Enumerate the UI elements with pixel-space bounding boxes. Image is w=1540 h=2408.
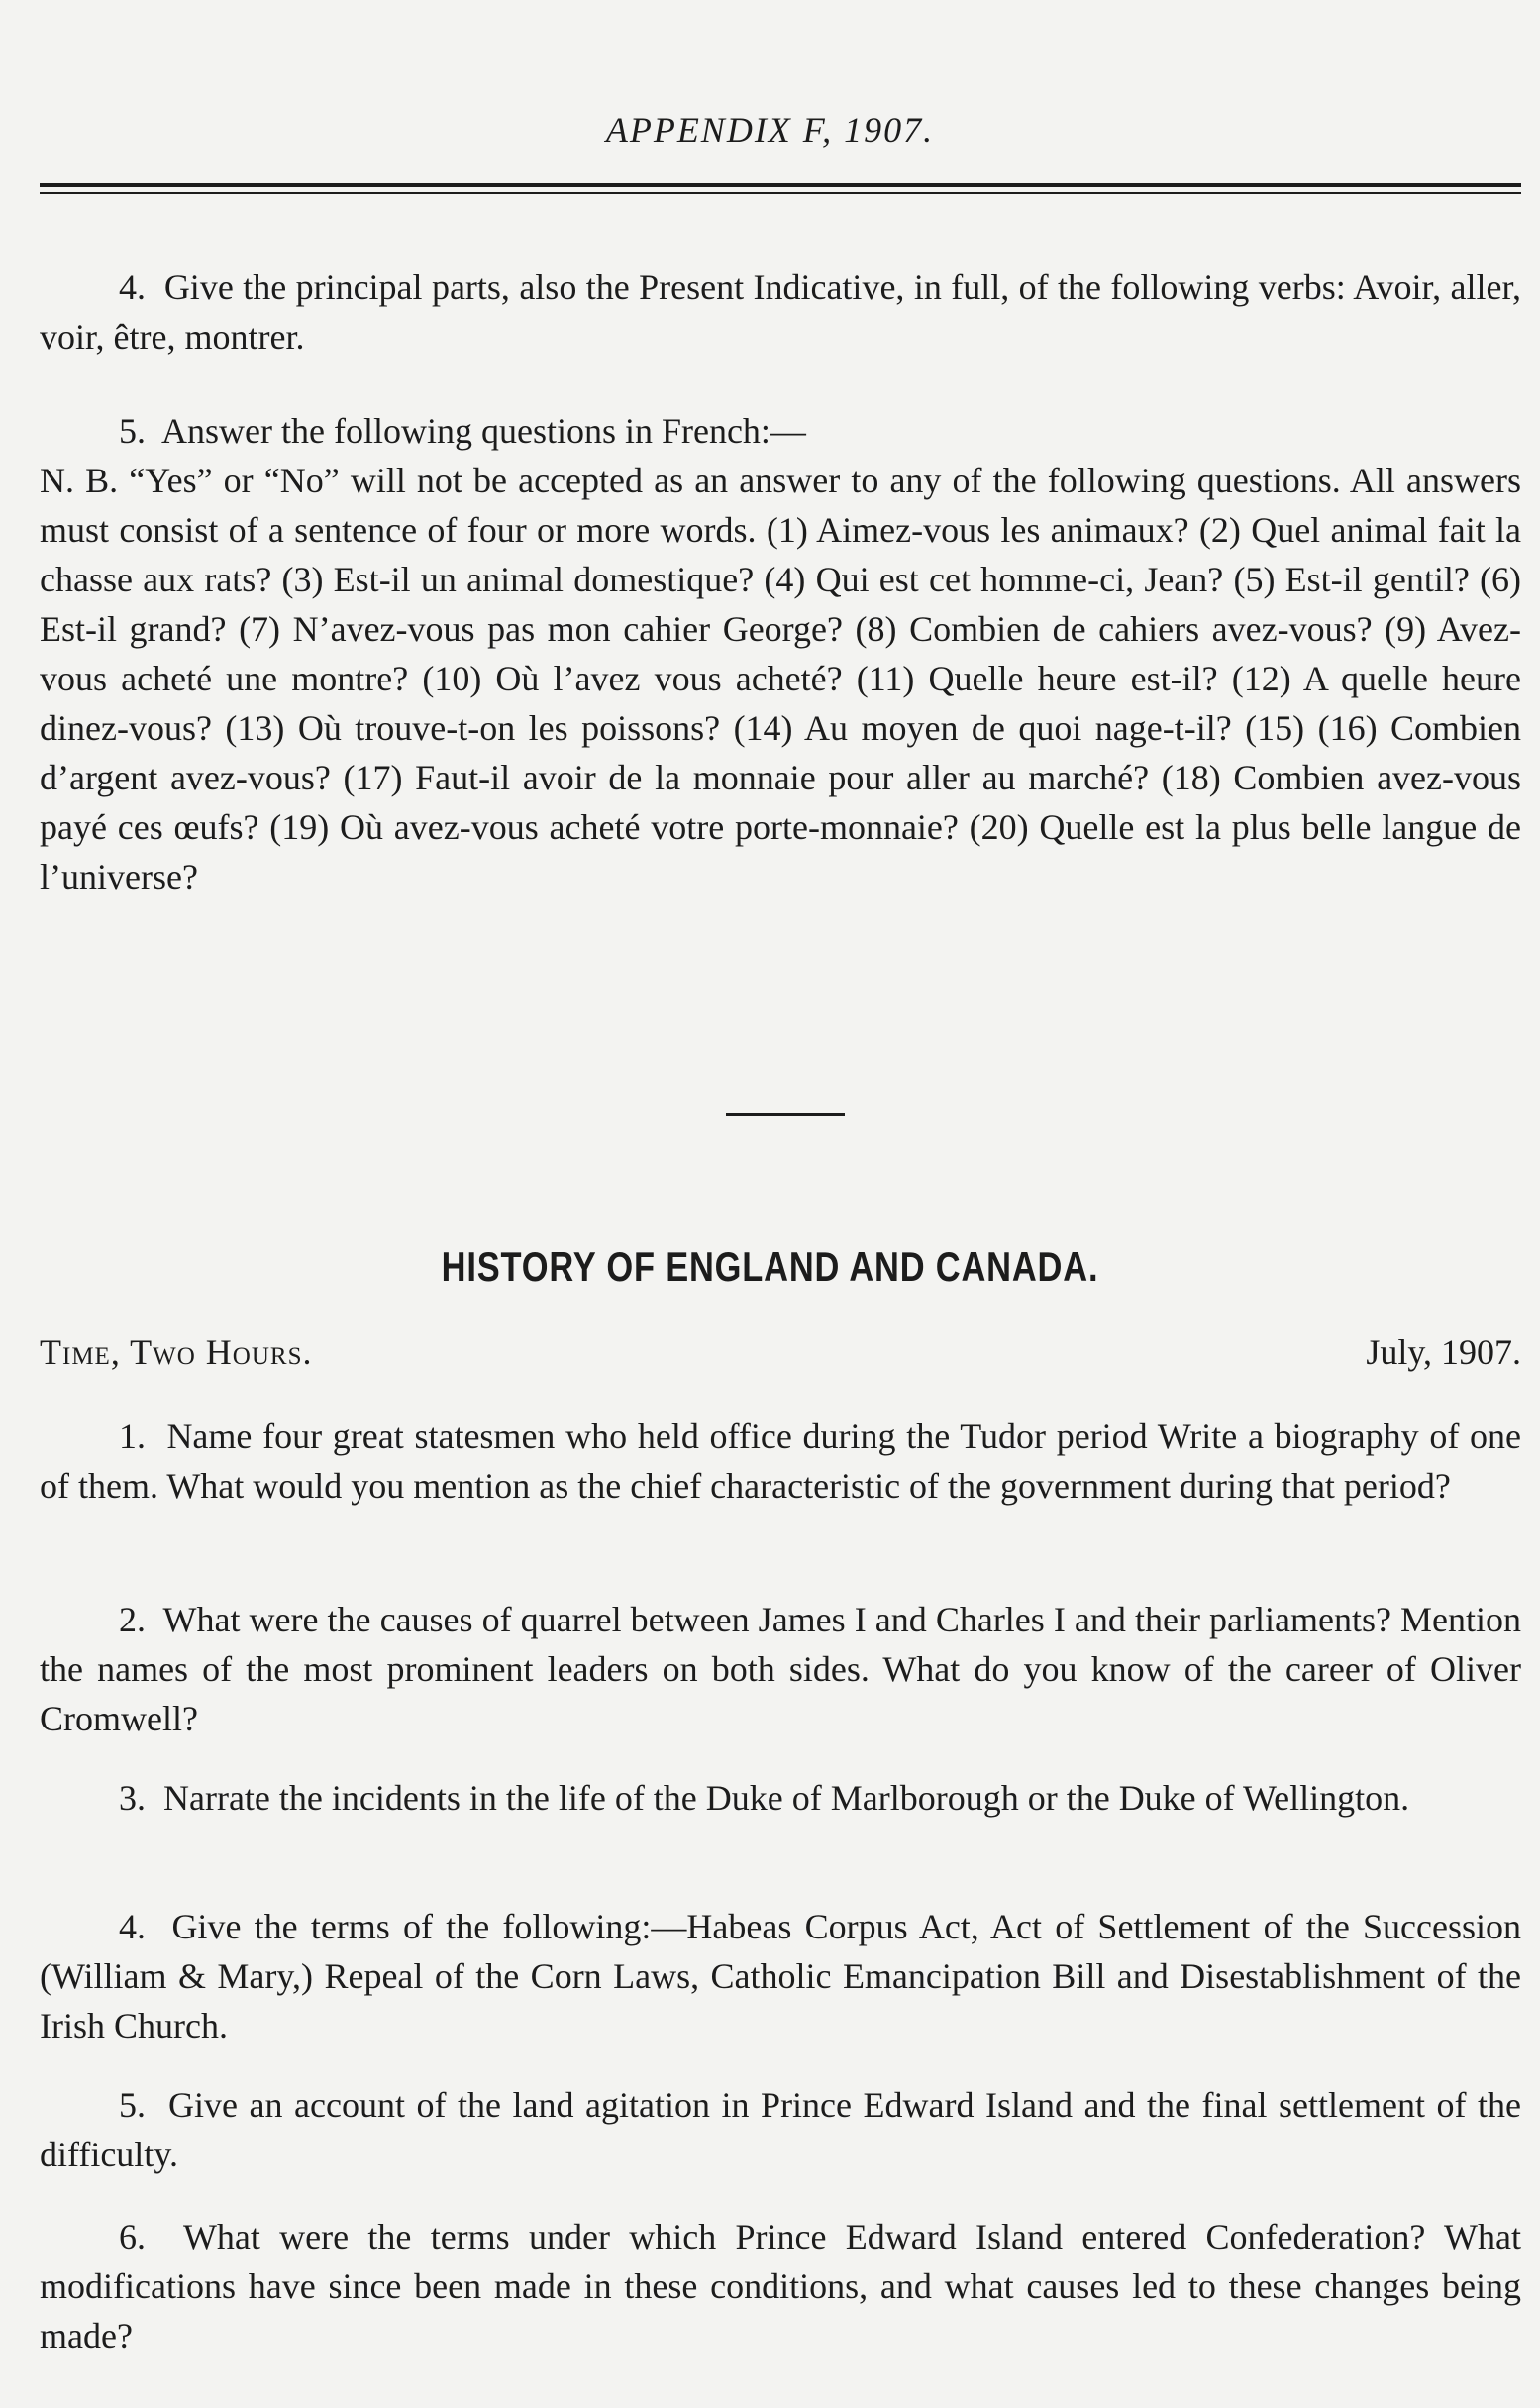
running-head: APPENDIX F, 1907. bbox=[605, 110, 935, 150]
question-text: Name four great statesmen who held office during the Tudor period Write a biography of one of them. What would you mention as the chief characteristic of the government during that period? bbox=[40, 1416, 1522, 1506]
history-question-6 bbox=[40, 2212, 1521, 2360]
question-number: 1. bbox=[119, 1416, 146, 1456]
question-text: What were the terms under which Prince Edward Island entered Confederation? What modifications have since been made in these conditions, and what causes led to these changes being made? bbox=[40, 2217, 1521, 2356]
question-text: Answer the following questions in French:— bbox=[161, 411, 806, 451]
question-number: 4. bbox=[119, 267, 146, 307]
french-question-5-note: N. B. “Yes” or “No” will not be accepted as an answer to any of the following questions. All answers must consist of a sentence of four or more words. (1) Aimez-vous les animaux? (2) Quel animal fait la chasse aux rats? (3) Est-il un animal domestique? (4) Qui est cet homme-ci, Jean? (5) Est-il gentil? (6) Est-il grand? (7) N’avez-vous pas mon cahier George? (8) Combien de cahiers avez-vous? (9) Avez-vous acheté une montre? (10) Où l’avez vous acheté? (11) Quelle heure est-il? (12) A quelle heure dinez-vous? (13) Où trouve-t-on les poissons? (14) Au moyen de quoi nage-t-il? (15) (16) Combien d’argent avez-vous? (17) Faut-il avoir de la monnaie pour aller au marché? (18) Combien avez-vous payé ces œufs? (19) Où avez-vous acheté votre porte-monnaie? (20) Quelle est la plus belle langue de l’universe? bbox=[40, 461, 1521, 896]
question-number: 2. bbox=[119, 1600, 146, 1639]
question-number: 4. bbox=[119, 1907, 146, 1946]
history-question-5 bbox=[40, 2080, 1521, 2179]
question-text: Give the terms of the following:—Habeas Corpus Act, Act of Settlement of the Succession (William & Mary,) Repeal of the Corn Laws, Catholic Emancipation Bill and Disestablishment of the Irish Church. bbox=[40, 1907, 1521, 2045]
section-separator bbox=[726, 1113, 845, 1116]
question-text: What were the causes of quarrel between James I and Charles I and their parliaments? Mention the names of the most prominent leaders on both sides. What do you know of the career of Oliver Cromwell? bbox=[40, 1600, 1521, 1738]
question-number: 5. bbox=[119, 411, 146, 451]
french-question-4 bbox=[40, 262, 1521, 362]
question-number: 5. bbox=[119, 2085, 146, 2125]
question-number: 3. bbox=[119, 1778, 146, 1818]
history-question-1 bbox=[40, 1412, 1521, 1511]
header-rule-thin bbox=[40, 192, 1521, 194]
history-question-4 bbox=[40, 1902, 1521, 2050]
section-title: HISTORY OF ENGLAND AND CANADA. bbox=[441, 1243, 1099, 1290]
question-text: Give the principal parts, also the Present Indicative, in full, of the following verbs: Avoir, aller, voir, être, montrer. bbox=[40, 267, 1521, 357]
history-question-2 bbox=[40, 1595, 1521, 1743]
header-rule-thick bbox=[40, 183, 1521, 187]
french-question-5 bbox=[40, 406, 1521, 456]
question-number: 6. bbox=[119, 2217, 146, 2256]
exam-time-line bbox=[40, 1327, 1521, 1377]
history-question-3 bbox=[40, 1773, 1521, 1823]
exam-date: July, 1907. bbox=[1366, 1332, 1521, 1372]
exam-duration: Time, Two Hours. bbox=[40, 1332, 313, 1372]
question-text: Give an account of the land agitation in Prince Edward Island and the final settlement of the difficulty. bbox=[40, 2085, 1521, 2174]
question-text: Narrate the incidents in the life of the Duke of Marlborough or the Duke of Wellington. bbox=[163, 1778, 1410, 1818]
